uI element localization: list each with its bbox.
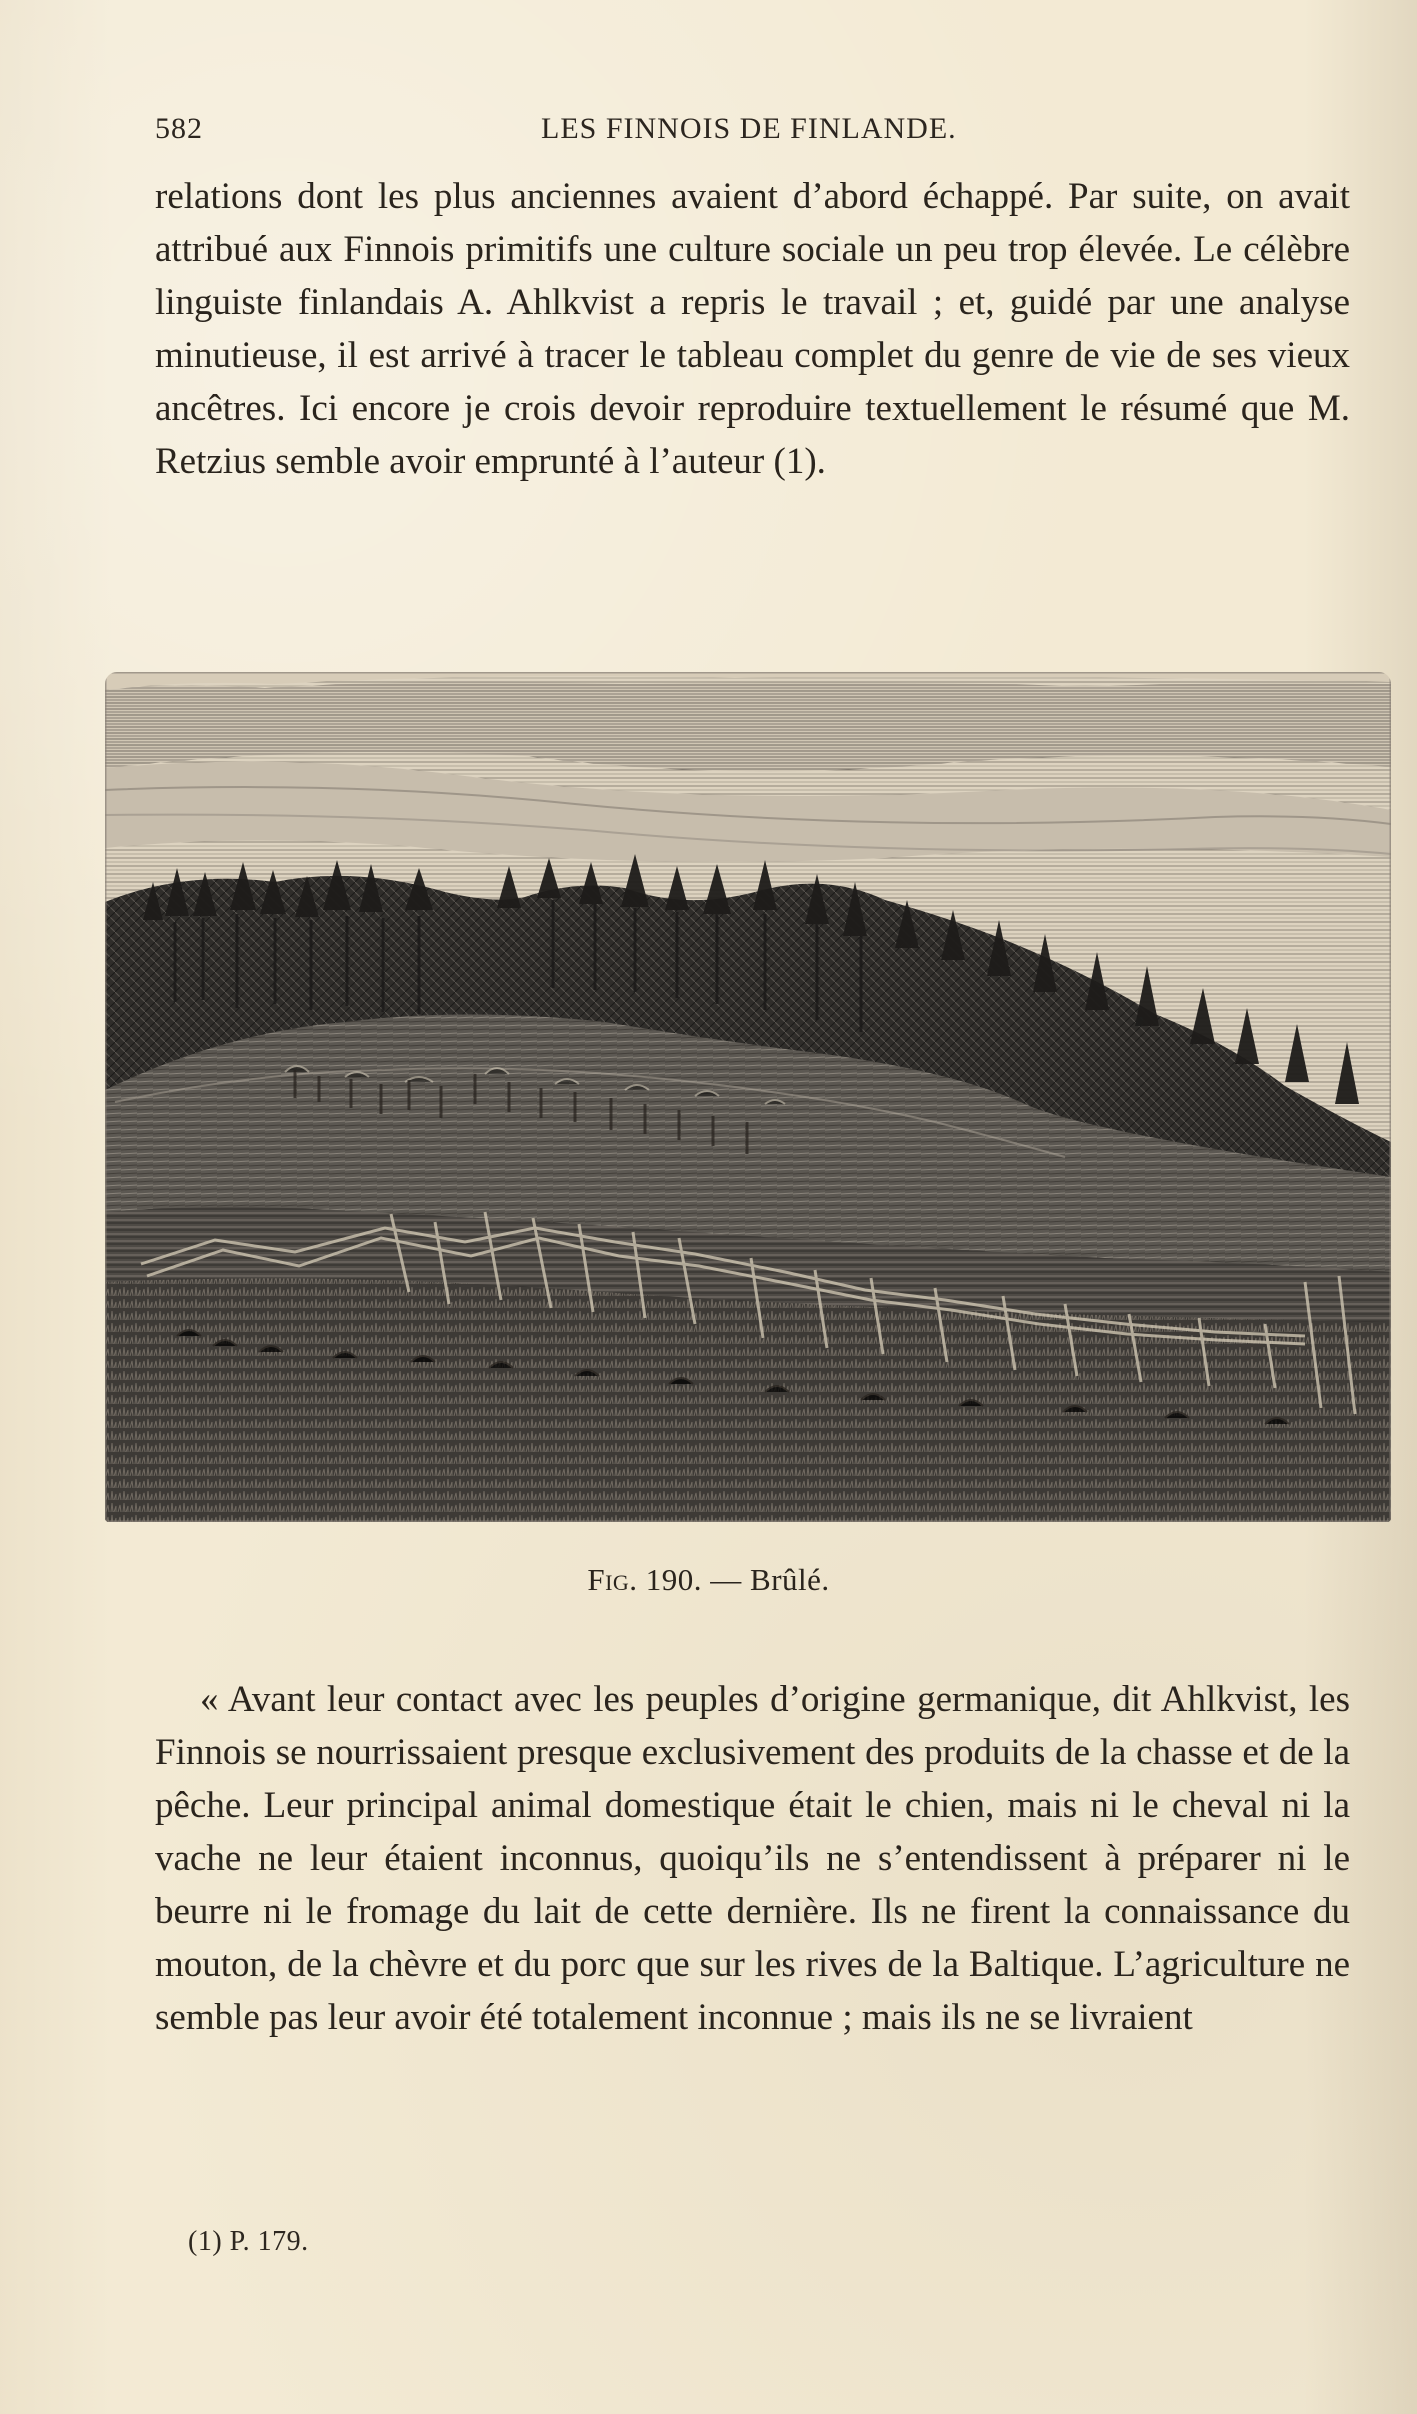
page-number: 582 — [155, 112, 203, 145]
top-paragraph-text: relations dont les plus anciennes avaient d’abord échappé. Par suite, on avait attribué aux Finnois primitifs une culture sociale un peu trop élevée. Le célèbre linguiste finlandais A. Ahlkvist a repris le travail ; et, guidé par une analyse minutieuse, il est arrivé à tracer le tableau complet du genre de vie de ses vieux ancêtres. Ici encore je crois devoir reproduire textuellement le résumé que M. Retzius semble avoir emprunté à l’auteur (1). — [155, 176, 1350, 482]
figure-title: Brûlé. — [750, 1562, 830, 1597]
bottom-paragraph-text: « Avant leur contact avec les peuples d’origine germanique, dit Ahlkvist, les Finnois se nourrissaient presque exclusivement des produits de la chasse et de la pêche. Leur principal animal domestique était le chien, mais ni le cheval ni la vache ne leur étaient inconnus, quoiqu’ils ne s’entendissent à préparer ni le beurre ni le fromage du lait de cette dernière. Ils ne firent la connaissance du mouton, de la chèvre et du porc que sur les rives de la Baltique. L’agriculture ne semble pas leur avoir été totalement inconnue ; mais ils ne se livraient — [155, 1679, 1350, 2038]
page-header — [155, 112, 1335, 152]
footnote: (1) P. 179. — [188, 2226, 309, 2257]
top-paragraph — [155, 170, 1350, 488]
bottom-paragraph — [155, 1673, 1350, 2044]
figure-caption — [0, 1562, 1417, 1598]
running-title: LES FINNOIS DE FINLANDE. — [541, 112, 957, 145]
engraving-svg — [105, 672, 1391, 1522]
engraving-illustration — [105, 672, 1391, 1522]
figure-label: Fig. 190. — — [587, 1562, 742, 1597]
